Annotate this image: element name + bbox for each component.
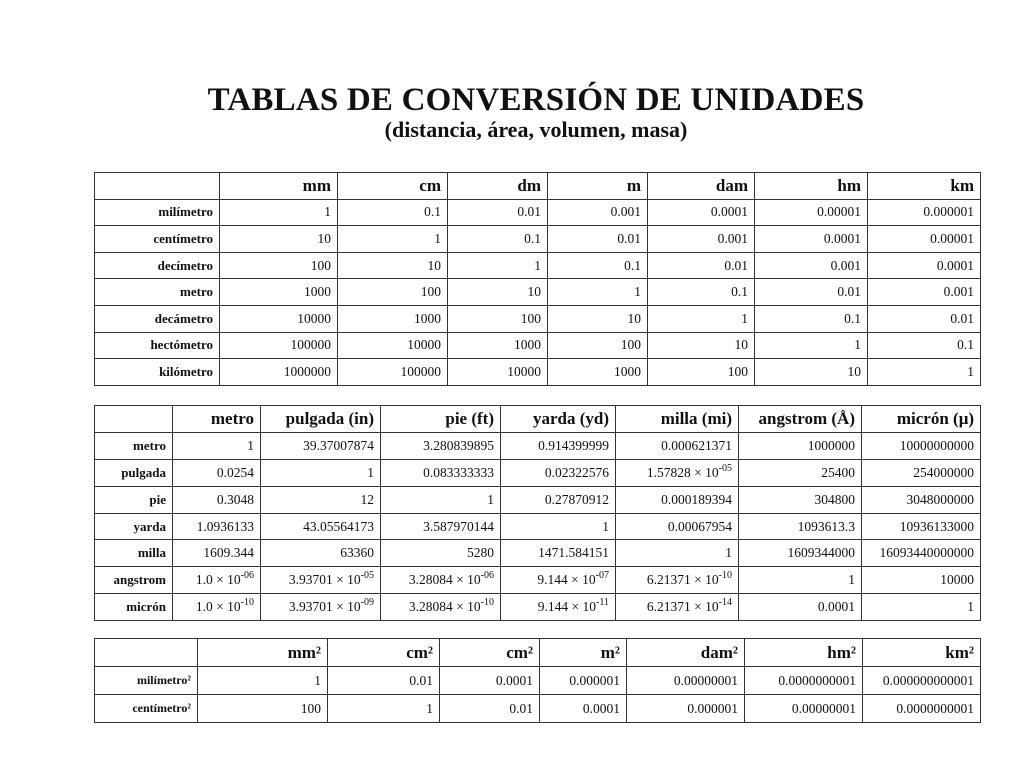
table-cell: 39.37007874 [261, 432, 381, 459]
table-cell: 0.01 [755, 279, 868, 306]
column-header: km [868, 173, 981, 200]
row-header: pulgada [95, 459, 173, 486]
table-cell: 0.914399999 [501, 432, 616, 459]
row-header: kilómetro [95, 359, 220, 386]
table-cell: 63360 [261, 540, 381, 567]
table-cell: 0.01 [868, 305, 981, 332]
table-cell: 3.587970144 [381, 513, 501, 540]
table-cell: 0.001 [755, 252, 868, 279]
table-cell: 1 [868, 359, 981, 386]
table-cell: 0.0001 [440, 667, 540, 695]
corner-cell [95, 406, 173, 433]
table-cell: 1609.344 [173, 540, 261, 567]
table-cell: $6.21371 \times 10^{-14}$ [616, 594, 739, 621]
table-cell: $3.93701 \times 10^{-09}$ [261, 594, 381, 621]
exponent: -10 [718, 570, 732, 582]
exponent: -10 [240, 597, 254, 609]
column-header: mm [220, 173, 338, 200]
exponent: -10 [480, 597, 494, 609]
table-row [95, 305, 981, 332]
table-cell: 0.000189394 [616, 486, 739, 513]
exponent: -06 [240, 570, 254, 582]
table-cell: 0.000000000001 [863, 667, 981, 695]
table-cell: 100 [198, 695, 328, 723]
row-header: decímetro [95, 252, 220, 279]
column-header: dm [448, 173, 548, 200]
table-row [95, 540, 981, 567]
column-header: cm [338, 173, 448, 200]
table-cell: 10 [755, 359, 868, 386]
row-header: metro [95, 432, 173, 459]
table-cell: $1.0 \times 10^{-06}$ [173, 567, 261, 594]
table-cell: 1609344000 [739, 540, 862, 567]
table-cell: 1 [501, 513, 616, 540]
exponent: -11 [596, 597, 609, 609]
corner-cell [95, 639, 198, 667]
table-cell: 0.001 [648, 226, 755, 253]
table-cell: 0.00001 [868, 226, 981, 253]
table-cell: 0.000001 [627, 695, 745, 723]
table-cell: 0.0000000001 [745, 667, 863, 695]
length-imperial-table [94, 405, 981, 621]
table-cell: 0.000621371 [616, 432, 739, 459]
header-row [95, 173, 981, 200]
column-header: hm [755, 173, 868, 200]
column-header: milla (mi) [616, 406, 739, 433]
column-header: yarda (yd) [501, 406, 616, 433]
table-cell: 1 [448, 252, 548, 279]
column-header: pie (ft) [381, 406, 501, 433]
exponent: -09 [360, 597, 374, 609]
table-cell: 0.0001 [868, 252, 981, 279]
row-header: milímetro² [95, 667, 198, 695]
table-cell: 10 [648, 332, 755, 359]
table-cell: 0.00001 [755, 199, 868, 226]
row-header: decámetro [95, 305, 220, 332]
table-cell: 1471.584151 [501, 540, 616, 567]
row-header: centímetro² [95, 695, 198, 723]
table-cell: 0.3048 [173, 486, 261, 513]
table-cell: 1 [220, 199, 338, 226]
table-cell: 0.00067954 [616, 513, 739, 540]
table-row [95, 695, 981, 723]
table-row [95, 332, 981, 359]
exponent: -07 [595, 570, 609, 582]
table-cell: 10 [448, 279, 548, 306]
table-row [95, 252, 981, 279]
column-header: angstrom (Å) [739, 406, 862, 433]
row-header: angstrom [95, 567, 173, 594]
table-cell: 1000000 [220, 359, 338, 386]
column-header: pulgada (in) [261, 406, 381, 433]
page-subtitle: (distancia, área, volumen, masa) [384, 117, 688, 142]
row-header: centímetro [95, 226, 220, 253]
table-cell: 0.01 [548, 226, 648, 253]
table-cell: 1093613.3 [739, 513, 862, 540]
table-cell: 0.00000001 [745, 695, 863, 723]
table-cell: 0.1 [548, 252, 648, 279]
table-cell: 304800 [739, 486, 862, 513]
table-cell: 0.1 [448, 226, 548, 253]
row-header: micrón [95, 594, 173, 621]
table-cell: 0.083333333 [381, 459, 501, 486]
table-cell: 1 [198, 667, 328, 695]
row-header: pie [95, 486, 173, 513]
table-cell: 0.01 [328, 667, 440, 695]
row-header: metro [95, 279, 220, 306]
table-cell: 0.0000000001 [863, 695, 981, 723]
table-row [95, 199, 981, 226]
column-header: cm² [328, 639, 440, 667]
table-cell: 1 [381, 486, 501, 513]
row-header: milla [95, 540, 173, 567]
table-cell: 0.000001 [868, 199, 981, 226]
table-cell: 1 [173, 432, 261, 459]
table-cell: $3.28084 \times 10^{-06}$ [381, 567, 501, 594]
table-cell: 0.0001 [739, 594, 862, 621]
table-cell: 0.001 [868, 279, 981, 306]
column-header: m [548, 173, 648, 200]
length-metric-table [94, 172, 981, 386]
table-cell: 1 [328, 695, 440, 723]
table-cell: 100 [338, 279, 448, 306]
column-header: dam² [627, 639, 745, 667]
table-cell: $9.144 \times 10^{-11}$ [501, 594, 616, 621]
row-header: hectómetro [95, 332, 220, 359]
table-cell: 100 [548, 332, 648, 359]
table-cell: 10000 [448, 359, 548, 386]
table-cell: 0.0001 [540, 695, 627, 723]
table-row [95, 486, 981, 513]
area-table [94, 638, 981, 723]
table-cell: 16093440000000 [862, 540, 981, 567]
table-cell: 0.01 [648, 252, 755, 279]
table-cell: $1.57828 \times 10^{-05}$ [616, 459, 739, 486]
table-cell: 3.280839895 [381, 432, 501, 459]
table-row [95, 667, 981, 695]
table-cell: 0.000001 [540, 667, 627, 695]
page-title: TABLAS DE CONVERSIÓN DE UNIDADES [207, 82, 865, 118]
table-cell: 10000000000 [862, 432, 981, 459]
table-cell: 1 [616, 540, 739, 567]
table-cell: 1.0936133 [173, 513, 261, 540]
table-cell: 1 [862, 594, 981, 621]
column-header: dam [648, 173, 755, 200]
column-header: metro [173, 406, 261, 433]
table-cell: 25400 [739, 459, 862, 486]
table-cell: 3048000000 [862, 486, 981, 513]
table-row [95, 567, 981, 594]
header-row [95, 406, 981, 433]
row-header: milímetro [95, 199, 220, 226]
table-row [95, 279, 981, 306]
table-cell: 1000 [220, 279, 338, 306]
table-cell: 10 [220, 226, 338, 253]
table-cell: 0.1 [868, 332, 981, 359]
table-cell: 1 [755, 332, 868, 359]
table-cell: 1 [548, 279, 648, 306]
table-cell: $1.0 \times 10^{-10}$ [173, 594, 261, 621]
header-row [95, 639, 981, 667]
table-cell: $6.21371 \times 10^{-10}$ [616, 567, 739, 594]
table-cell: 0.001 [548, 199, 648, 226]
table-cell: 0.01 [440, 695, 540, 723]
table-row [95, 459, 981, 486]
table-cell: 5280 [381, 540, 501, 567]
exponent: -05 [718, 462, 732, 474]
table-cell: $3.28084 \times 10^{-10}$ [381, 594, 501, 621]
column-header: cm² [440, 639, 540, 667]
table-cell: 10000 [220, 305, 338, 332]
column-header: m² [540, 639, 627, 667]
table-cell: 1000000 [739, 432, 862, 459]
table-cell: 1 [261, 459, 381, 486]
table-cell: 100 [220, 252, 338, 279]
exponent: -05 [360, 570, 374, 582]
row-header: yarda [95, 513, 173, 540]
table-cell: 1000 [338, 305, 448, 332]
table-cell: 100000 [220, 332, 338, 359]
table-cell: 10936133000 [862, 513, 981, 540]
table-cell: 1 [648, 305, 755, 332]
column-header: km² [863, 639, 981, 667]
table-cell: 0.27870912 [501, 486, 616, 513]
table-cell: 100 [648, 359, 755, 386]
table-cell: 0.1 [648, 279, 755, 306]
table-row [95, 359, 981, 386]
table-cell: 1 [739, 567, 862, 594]
column-header: hm² [745, 639, 863, 667]
exponent: -06 [480, 570, 494, 582]
table-cell: 10 [548, 305, 648, 332]
table-cell: 100 [448, 305, 548, 332]
table-cell: 0.02322576 [501, 459, 616, 486]
table-cell: 12 [261, 486, 381, 513]
table-cell: 10000 [338, 332, 448, 359]
table-cell: 0.0001 [648, 199, 755, 226]
table-row [95, 594, 981, 621]
table-cell: 1000 [448, 332, 548, 359]
table-row [95, 432, 981, 459]
table-row [95, 513, 981, 540]
table-cell: 0.00000001 [627, 667, 745, 695]
table-row [95, 226, 981, 253]
table-cell: 1000 [548, 359, 648, 386]
table-cell: 10000 [862, 567, 981, 594]
corner-cell [95, 173, 220, 200]
exponent: -14 [718, 597, 732, 609]
table-cell: $9.144 \times 10^{-07}$ [501, 567, 616, 594]
table-cell: 43.05564173 [261, 513, 381, 540]
table-cell: 0.1 [755, 305, 868, 332]
table-cell: 10 [338, 252, 448, 279]
column-header: micrón (μ) [862, 406, 981, 433]
table-cell: 254000000 [862, 459, 981, 486]
table-cell: 0.01 [448, 199, 548, 226]
column-header: mm² [198, 639, 328, 667]
table-cell: 0.0001 [755, 226, 868, 253]
table-cell: 0.0254 [173, 459, 261, 486]
table-cell: 100000 [338, 359, 448, 386]
table-cell: 0.1 [338, 199, 448, 226]
table-cell: 1 [338, 226, 448, 253]
table-cell: $3.93701 \times 10^{-05}$ [261, 567, 381, 594]
